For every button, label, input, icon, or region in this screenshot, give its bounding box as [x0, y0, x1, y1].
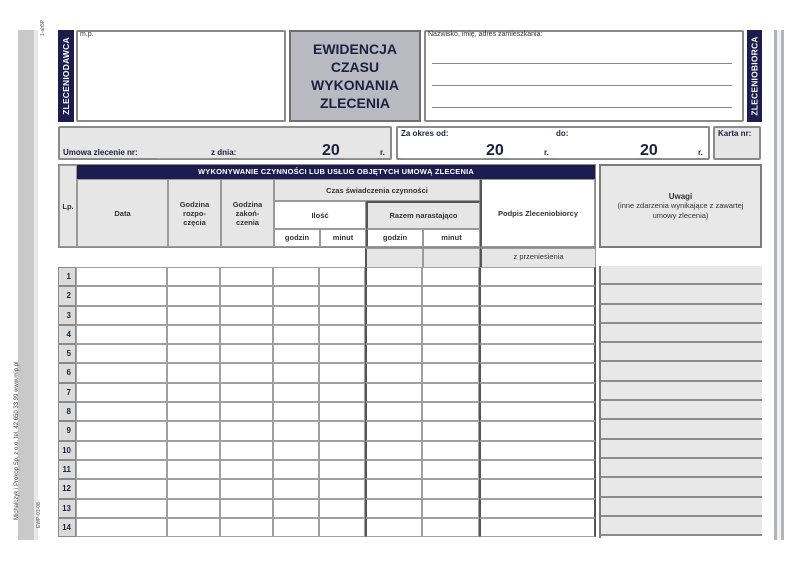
uwagi-title: Uwagi [668, 191, 693, 201]
cell-razem-godzin[interactable] [365, 402, 422, 421]
address-line-3[interactable] [432, 96, 732, 108]
razem-header: Razem narastająco [366, 201, 480, 229]
uwagi-line[interactable] [601, 285, 762, 304]
cell-start[interactable] [167, 499, 220, 518]
left-margin-strip [14, 30, 38, 540]
table-row [58, 460, 596, 479]
cell-razem-godzin[interactable] [365, 363, 422, 382]
cell-ilosc-godzin[interactable] [273, 383, 319, 402]
cell-ilosc-godzin[interactable] [273, 267, 319, 286]
cell-razem-minut[interactable] [422, 306, 479, 325]
cell-ilosc-godzin[interactable] [273, 325, 319, 344]
cell-start[interactable] [167, 306, 220, 325]
cell-razem-godzin[interactable] [365, 306, 422, 325]
cell-start[interactable] [167, 402, 220, 421]
cell-end[interactable] [220, 441, 273, 460]
uwagi-line[interactable] [601, 478, 762, 497]
col-lp-header: Lp. [59, 165, 77, 247]
uwagi-line[interactable] [601, 498, 762, 517]
table-row [58, 518, 596, 537]
table-row [58, 344, 596, 363]
cell-ilosc-godzin[interactable] [273, 286, 319, 305]
carry-over-minut[interactable] [423, 248, 480, 268]
cell-data[interactable] [76, 421, 167, 440]
cell-end[interactable] [220, 286, 273, 305]
carry-over-row [365, 248, 596, 266]
cell-podpis[interactable] [479, 286, 596, 305]
row-number: 13 [58, 499, 76, 518]
carry-over-godzin[interactable] [365, 248, 423, 268]
cell-razem-godzin[interactable] [365, 267, 422, 286]
cell-podpis[interactable] [479, 460, 596, 479]
cell-end[interactable] [220, 479, 273, 498]
table-header [58, 164, 596, 248]
row-number: 1 [58, 267, 76, 286]
uwagi-line[interactable] [601, 420, 762, 439]
table-banner: WYKONYWANIE CZYNNOŚCI LUB USŁUG OBJĘTYCH UMOWĄ ZLECENIA [77, 165, 595, 179]
umowa-year-suffix: r. [380, 148, 385, 157]
ilosc-godzin-header: godzin [274, 229, 320, 247]
cell-data[interactable] [76, 344, 167, 363]
okres-to-date-field[interactable] [556, 158, 638, 159]
cell-podpis[interactable] [479, 518, 596, 537]
uwagi-line[interactable] [601, 343, 762, 362]
cell-razem-minut[interactable] [422, 344, 479, 363]
cell-ilosc-godzin[interactable] [273, 499, 319, 518]
cell-podpis[interactable] [479, 479, 596, 498]
uwagi-header [599, 164, 762, 248]
cell-razem-minut[interactable] [422, 286, 479, 305]
cell-start[interactable] [167, 441, 220, 460]
stamp-label: m.p. [80, 31, 94, 38]
col-data-header: Data [77, 179, 168, 247]
cell-end[interactable] [220, 383, 273, 402]
karta-label: Karta nr: [718, 129, 752, 138]
cell-podpis[interactable] [479, 306, 596, 325]
cell-data[interactable] [76, 518, 167, 537]
cell-podpis[interactable] [479, 421, 596, 440]
row-number: 11 [58, 460, 76, 479]
karta-box[interactable] [713, 126, 761, 160]
cell-razem-godzin[interactable] [365, 499, 422, 518]
cell-ilosc-minut[interactable] [319, 518, 365, 537]
cell-data[interactable] [76, 306, 167, 325]
cell-end[interactable] [220, 344, 273, 363]
cell-data[interactable] [76, 383, 167, 402]
cell-data[interactable] [76, 499, 167, 518]
umowa-date-label: z dnia: [211, 148, 237, 157]
umowa-date-field[interactable] [238, 158, 320, 159]
cell-podpis[interactable] [479, 267, 596, 286]
table-body [58, 267, 596, 537]
cell-start[interactable] [167, 518, 220, 537]
okres-to-label: do: [556, 129, 569, 138]
form-code-bottom: EWP-01-08 [36, 502, 42, 528]
cell-ilosc-minut[interactable] [319, 267, 365, 286]
cell-razem-godzin[interactable] [365, 325, 422, 344]
cell-ilosc-godzin[interactable] [273, 479, 319, 498]
cell-data[interactable] [76, 267, 167, 286]
cell-ilosc-minut[interactable] [319, 402, 365, 421]
cell-razem-minut[interactable] [422, 441, 479, 460]
umowa-year-field[interactable] [344, 158, 378, 159]
cell-end[interactable] [220, 402, 273, 421]
cell-ilosc-minut[interactable] [319, 421, 365, 440]
cell-data[interactable] [76, 441, 167, 460]
uwagi-line[interactable] [601, 440, 762, 459]
table-row [58, 421, 596, 440]
row-number: 12 [58, 479, 76, 498]
umowa-nr-label: Umowa zlecenie nr: [63, 148, 138, 157]
table-row [58, 325, 596, 344]
cell-start[interactable] [167, 286, 220, 305]
cell-data[interactable] [76, 479, 167, 498]
address-label: Nazwisko, imię, adres zamieszkania: [428, 31, 543, 38]
okres-to-year-prefix: 20 [640, 142, 658, 159]
right-margin-strip [774, 30, 784, 540]
czas-group-header: Czas świadczenia czynności [274, 179, 480, 201]
cell-ilosc-godzin[interactable] [273, 344, 319, 363]
cell-ilosc-godzin[interactable] [273, 518, 319, 537]
address-line-2[interactable] [432, 74, 732, 86]
cell-end[interactable] [220, 499, 273, 518]
col-podpis-header: Podpis Zleceniobiorcy [480, 179, 595, 247]
row-number: 7 [58, 383, 76, 402]
ilosc-header: Ilość [274, 201, 366, 229]
cell-end[interactable] [220, 325, 273, 344]
cell-razem-minut[interactable] [422, 267, 479, 286]
zleceniobiorca-side-label: ZLECENIOBIORCA [747, 30, 762, 122]
umowa-nr-field[interactable] [157, 158, 209, 159]
col-start-header: Godzina rozpo-częcia [168, 179, 221, 247]
cell-start[interactable] [167, 363, 220, 382]
cell-ilosc-godzin[interactable] [273, 402, 319, 421]
cell-ilosc-minut[interactable] [319, 286, 365, 305]
uwagi-line[interactable] [601, 401, 762, 420]
cell-podpis[interactable] [479, 383, 596, 402]
cell-data[interactable] [76, 402, 167, 421]
row-number: 14 [58, 518, 76, 537]
carry-over-label: z przeniesienia [480, 248, 596, 268]
cell-razem-godzin[interactable] [365, 344, 422, 363]
row-number: 8 [58, 402, 76, 421]
cell-razem-minut[interactable] [422, 499, 479, 518]
cell-start[interactable] [167, 460, 220, 479]
cell-start[interactable] [167, 421, 220, 440]
cell-ilosc-godzin[interactable] [273, 421, 319, 440]
cell-ilosc-godzin[interactable] [273, 306, 319, 325]
ilosc-minut-header: minut [320, 229, 366, 247]
cell-start[interactable] [167, 479, 220, 498]
cell-podpis[interactable] [479, 402, 596, 421]
col-end-header: Godzina zakoń-czenia [221, 179, 274, 247]
cell-end[interactable] [220, 518, 273, 537]
cell-razem-minut[interactable] [422, 460, 479, 479]
cell-podpis[interactable] [479, 363, 596, 382]
cell-podpis[interactable] [479, 344, 596, 363]
cell-ilosc-godzin[interactable] [273, 363, 319, 382]
okres-to-year-suffix: r. [698, 148, 703, 157]
cell-data[interactable] [76, 460, 167, 479]
cell-data[interactable] [76, 363, 167, 382]
cell-razem-minut[interactable] [422, 402, 479, 421]
cell-ilosc-minut[interactable] [319, 325, 365, 344]
cell-start[interactable] [167, 344, 220, 363]
address-line-1[interactable] [432, 52, 732, 64]
uwagi-subtitle: (inne zdarzenia wynikające z zawartej umowy zlecenia) [617, 200, 744, 220]
okres-box [396, 126, 710, 160]
cell-razem-godzin[interactable] [365, 518, 422, 537]
cell-razem-godzin[interactable] [365, 441, 422, 460]
table-row [58, 363, 596, 382]
cell-razem-minut[interactable] [422, 518, 479, 537]
row-number: 6 [58, 363, 76, 382]
cell-razem-minut[interactable] [422, 325, 479, 344]
cell-ilosc-minut[interactable] [319, 499, 365, 518]
uwagi-line[interactable] [601, 266, 762, 285]
uwagi-line[interactable] [601, 517, 762, 536]
cell-ilosc-minut[interactable] [319, 344, 365, 363]
cell-ilosc-minut[interactable] [319, 441, 365, 460]
cell-razem-godzin[interactable] [365, 421, 422, 440]
uwagi-line[interactable] [601, 382, 762, 401]
cell-end[interactable] [220, 460, 273, 479]
cell-razem-minut[interactable] [422, 383, 479, 402]
cell-ilosc-minut[interactable] [319, 479, 365, 498]
row-number: 3 [58, 306, 76, 325]
row-number: 10 [58, 441, 76, 460]
cell-ilosc-godzin[interactable] [273, 460, 319, 479]
cell-start[interactable] [167, 267, 220, 286]
uwagi-area[interactable] [599, 266, 762, 538]
cell-start[interactable] [167, 383, 220, 402]
razem-minut-header: minut [423, 229, 480, 247]
cell-ilosc-minut[interactable] [319, 383, 365, 402]
row-number: 9 [58, 421, 76, 440]
okres-from-year-field[interactable] [508, 158, 542, 159]
cell-end[interactable] [220, 267, 273, 286]
row-number: 2 [58, 286, 76, 305]
zleceniodawca-stamp-box[interactable] [76, 30, 286, 122]
okres-from-year-suffix: r. [544, 148, 549, 157]
cell-end[interactable] [220, 306, 273, 325]
cell-end[interactable] [220, 363, 273, 382]
okres-from-label: Za okres od: [401, 129, 449, 138]
cell-razem-godzin[interactable] [365, 286, 422, 305]
table-row [58, 383, 596, 402]
cell-podpis[interactable] [479, 325, 596, 344]
table-row [58, 267, 596, 286]
row-number: 5 [58, 344, 76, 363]
okres-from-date-field[interactable] [402, 158, 484, 159]
umowa-box [58, 126, 392, 160]
zleceniobiorca-address-box [424, 30, 744, 122]
cell-razem-godzin[interactable] [365, 383, 422, 402]
cell-razem-godzin[interactable] [365, 479, 422, 498]
table-row [58, 441, 596, 460]
table-row [58, 306, 596, 325]
okres-to-year-field[interactable] [662, 158, 696, 159]
table-row [58, 402, 596, 421]
cell-podpis[interactable] [479, 441, 596, 460]
table-row [58, 286, 596, 305]
cell-razem-godzin[interactable] [365, 460, 422, 479]
uwagi-line[interactable] [601, 362, 762, 381]
cell-data[interactable] [76, 325, 167, 344]
cell-ilosc-minut[interactable] [319, 363, 365, 382]
form-title: EWIDENCJA CZASU WYKONANIA ZLECENIA [289, 30, 421, 122]
table-row [58, 479, 596, 498]
zleceniodawca-side-label: ZLECENIODAWCA [58, 30, 74, 122]
cell-ilosc-minut[interactable] [319, 460, 365, 479]
form-code-top: 1-ab5P [40, 19, 46, 36]
uwagi-line[interactable] [601, 459, 762, 478]
cell-podpis[interactable] [479, 499, 596, 518]
okres-from-year-prefix: 20 [486, 142, 504, 159]
table-row [58, 499, 596, 518]
cell-razem-minut[interactable] [422, 363, 479, 382]
publisher-imprint: Michalczyk i Prokop Sp. z o.o. tel. 42 650 33 99 www.mip.pl [14, 361, 20, 520]
cell-razem-minut[interactable] [422, 479, 479, 498]
cell-ilosc-godzin[interactable] [273, 441, 319, 460]
cell-end[interactable] [220, 421, 273, 440]
razem-godzin-header: godzin [366, 229, 423, 247]
cell-ilosc-minut[interactable] [319, 306, 365, 325]
umowa-year-prefix: 20 [322, 142, 340, 159]
cell-start[interactable] [167, 325, 220, 344]
cell-razem-minut[interactable] [422, 421, 479, 440]
row-number: 4 [58, 325, 76, 344]
cell-data[interactable] [76, 286, 167, 305]
uwagi-line[interactable] [601, 324, 762, 343]
uwagi-line[interactable] [601, 305, 762, 324]
